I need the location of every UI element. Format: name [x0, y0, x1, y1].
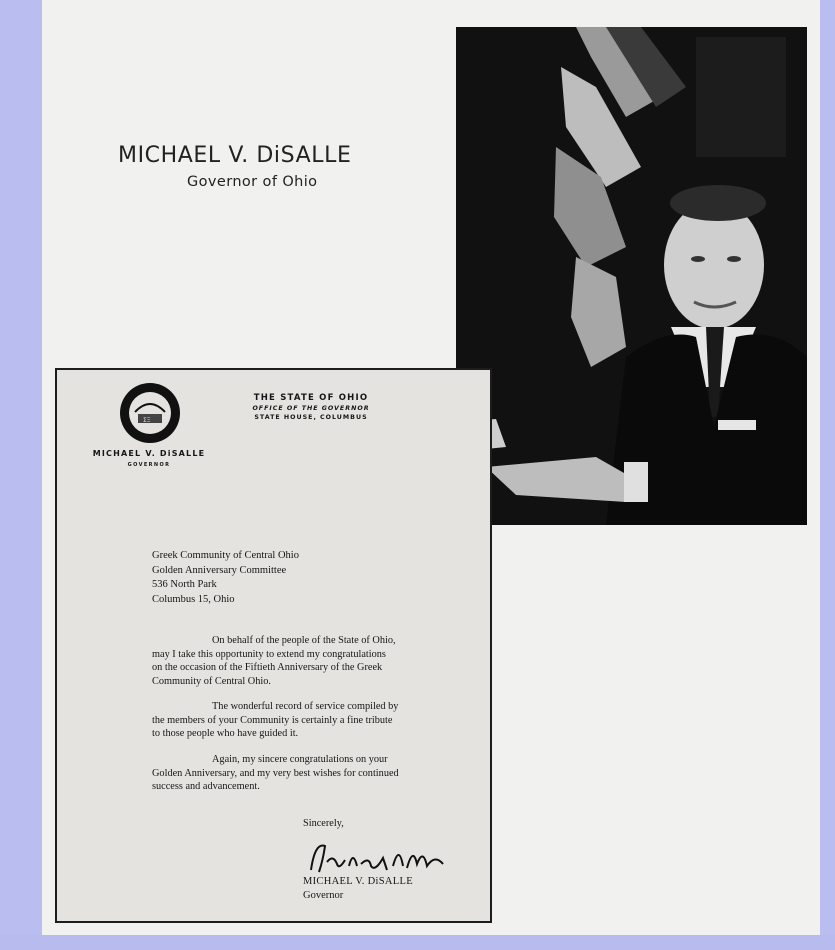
recipient-line: Columbus 15, Ohio [152, 593, 235, 605]
letterhead-office: OFFICE OF THE GOVERNOR [252, 405, 370, 412]
letter-document [55, 368, 492, 923]
letterhead-address: STATE HOUSE, COLUMBUS [254, 414, 368, 421]
recipient-line: Greek Community of Central Ohio [152, 550, 299, 561]
body-paragraph-3 [152, 753, 482, 794]
body-line: Golden Anniversary, and my very best wishes for continued [152, 767, 399, 779]
signer-name: MICHAEL V. DiSALLE [303, 876, 413, 887]
body-line: on the occasion of the Fiftieth Anniversary of the Greek [152, 662, 383, 674]
seal-caption-name: MICHAEL V. DiSALLE [92, 449, 206, 458]
body-line: the members of your Community is certainly a fine tribute [152, 714, 393, 726]
body-line: On behalf of the people of the State of Ohio, [212, 635, 396, 646]
body-line: Again, my sincere congratulations on your [212, 754, 388, 765]
recipient-line: Golden Anniversary Committee [152, 564, 287, 576]
body-line: Community of Central Ohio. [152, 675, 271, 687]
governor-portrait-photo [456, 27, 807, 525]
body-paragraph-1 [152, 634, 482, 688]
body-line: success and advancement. [152, 781, 260, 793]
governor-name-heading: MICHAEL V. DiSALLE [118, 143, 352, 168]
letterhead-office-block [243, 392, 379, 422]
body-line: to those people who have guided it. [152, 728, 299, 740]
letterhead-state: THE STATE OF OHIO [253, 393, 369, 403]
portrait-illustration [456, 27, 807, 525]
svg-text:ΣΞ: ΣΞ [143, 417, 151, 424]
recipient-address [152, 549, 299, 607]
body-line: may I take this opportunity to extend my congratulations [152, 648, 386, 660]
ohio-state-seal [119, 382, 181, 444]
body-paragraph-2 [152, 700, 482, 741]
governor-title-heading: Governor of Ohio [187, 174, 318, 190]
handwritten-signature [303, 836, 453, 880]
recipient-line: 536 North Park [152, 579, 217, 590]
seal-caption-title: GOVERNOR [127, 462, 171, 468]
closing-salutation: Sincerely, [303, 818, 344, 829]
page-border-band [0, 935, 835, 950]
signer-title: Governor [303, 890, 344, 901]
body-line: The wonderful record of service compiled by [212, 701, 399, 712]
